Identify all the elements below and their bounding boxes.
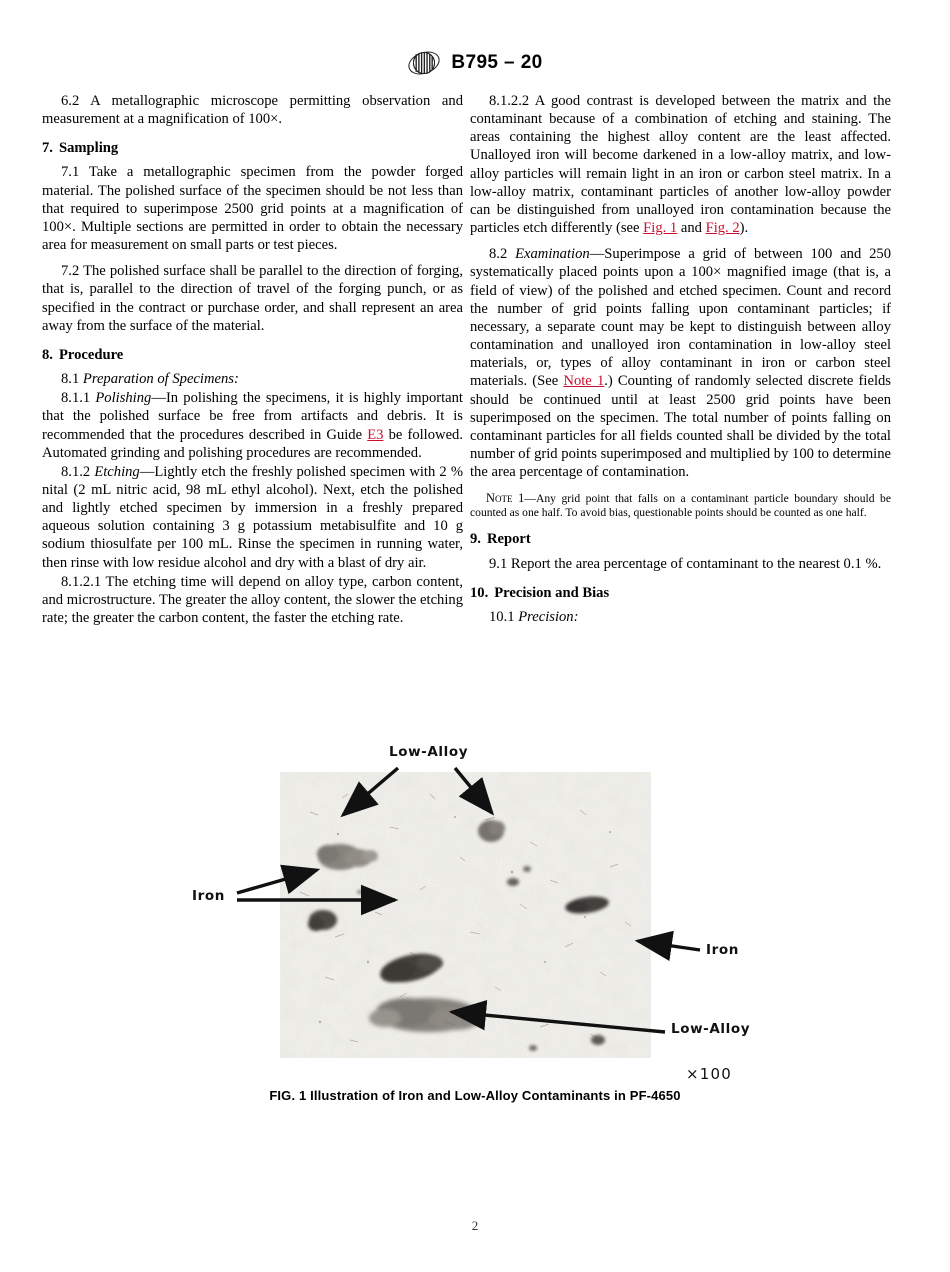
paragraph-8-1 bbox=[42, 370, 463, 388]
link-fig-1[interactable]: Fig. 1 bbox=[643, 220, 678, 237]
section-title-7: Sampling bbox=[58, 140, 119, 157]
subsection-number-8-1-1: 8.1.1 bbox=[61, 390, 91, 407]
paragraph-8-2-text-a: —Superimpose a grid of between 100 and 250 systematically placed points upon a 100× magnified image (that is, a field of view) of the polished and etched specimen. Count and record the number of grid points falling upon contaminant particles; if necessary, a separate count may be kept to distinguish between alloy contamination and unalloyed iron contamination in low-alloy steel materials, or, types of alloy contaminant in iron or carbon steel materials. (See bbox=[470, 246, 891, 390]
section-number-8: 8. bbox=[42, 346, 53, 363]
figure-label-iron-left: Iron bbox=[192, 888, 225, 904]
figure-label-low-alloy-bottom-right: Low-Alloy bbox=[671, 1021, 751, 1037]
subsection-number-8-1: 8.1 bbox=[61, 371, 80, 388]
figure-caption: FIG. 1 Illustration of Iron and Low-Alloy Contaminants in PF-4650 bbox=[269, 1088, 681, 1103]
subsection-title-8-1-1: Polishing bbox=[95, 390, 152, 407]
paragraph-7-1: 7.1 Take a metallographic specimen from the powder forged material. The polished surface of the specimen should be not less than that required to superimpose 2500 grid points at a magnification of 100×. Multiple sections are permitted in order to obtain the necessary area for measurement on small parts or test pieces. bbox=[42, 164, 463, 254]
paragraph-9-1: 9.1 Report the area percentage of contaminant to the nearest 0.1 %. bbox=[489, 555, 882, 572]
subsection-title-8-2: Examination bbox=[515, 246, 590, 263]
note-1-block bbox=[470, 492, 891, 519]
note-1-label: Note 1 bbox=[486, 491, 525, 506]
figure-label-iron-right: Iron bbox=[706, 942, 739, 958]
paragraph-8-1-1-text-a: —In polishing the specimens, it is highly important that the polished surface be free from artifacts and debris. It is recommended that the procedures described in Guide bbox=[42, 390, 463, 443]
section-title-8: Procedure bbox=[58, 346, 124, 363]
section-heading-7 bbox=[42, 139, 463, 157]
subsection-title-8-1: Preparation of Specimens: bbox=[82, 371, 239, 388]
link-fig-2[interactable]: Fig. 2 bbox=[705, 220, 740, 237]
subsection-number-8-1-2: 8.1.2 bbox=[61, 463, 91, 480]
subsection-title-8-1-2: Etching bbox=[94, 463, 140, 480]
paragraph-8-1-2-2-mid: and bbox=[677, 220, 706, 237]
micrograph-image bbox=[280, 772, 651, 1058]
paragraph-8-1-2 bbox=[42, 463, 463, 572]
section-title-10: Precision and Bias bbox=[494, 584, 610, 601]
paragraph-10-1 bbox=[470, 608, 891, 626]
paragraph-6-2: 6.2 A metallographic microscope permitting observation and measurement at a magnification of 100×. bbox=[42, 93, 463, 128]
section-heading-9 bbox=[470, 530, 891, 548]
section-number-10: 10. bbox=[470, 584, 489, 601]
page-number: 2 bbox=[471, 1218, 479, 1233]
paragraph-8-1-2-2 bbox=[470, 92, 891, 237]
section-heading-8 bbox=[42, 346, 463, 364]
right-column bbox=[470, 92, 891, 626]
paragraph-8-1-2-1: 8.1.2.1 The etching time will depend on alloy type, carbon content, and microstructure. The greater the alloy content, the slower the etching rate; the greater the carbon content, the faster the etching rate. bbox=[42, 573, 463, 627]
paragraph-8-1-2-2-text-a: 8.1.2.2 A good contrast is developed between the matrix and the contaminant because of a combination of etching and staining. The areas containing the highest alloy content are the least affected. Unalloyed iron will become darkened in a low-alloy matrix, and low-alloy particles will remain light in an iron or carbon steel matrix. In a low-alloy matrix, contaminant particles of another low-alloy powder can be distinguished from unalloyed iron contamination because the particles etch differently (see bbox=[470, 93, 891, 237]
paragraph-8-1-2-text: —Lightly etch the freshly polished specimen with 2 % nital (2 mL nitric acid, 98 mL ethyl alcohol). Next, etch the polished and lightly etched specimen by immersion in a freshly prepared aqueous solution containing 3 g potassium metabisulfite and 10 g sodium thiosulfate per 100 mL. Rinse the specimen in running water, then rinse with low residue alcohol and dry with a blast of dry air. bbox=[42, 463, 463, 571]
paragraph-8-1-1-text-b: be followed. Automated grinding and polishing procedures are recommended. bbox=[42, 426, 463, 461]
paragraph-8-1-2-2-text-b: ). bbox=[739, 220, 749, 237]
figure-label-low-alloy-top: Low-Alloy bbox=[389, 744, 469, 760]
section-number-7: 7. bbox=[42, 140, 53, 157]
standard-designation: B795 – 20 bbox=[451, 52, 543, 73]
note-1-body: —Any grid point that falls on a contaminant particle boundary should be counted as one half. To avoid bias, questionable points should be counted as one half. bbox=[470, 492, 891, 519]
paragraph-8-2-text-b: .) Counting of randomly selected discrete fields should be continued until at least 2500 grid points have been superimposed on the specimen. The total number of points falling on contaminant particles for all fields counted shall be divided by the total number of grid points superimposed and multiplied by 100 to determine the area percentage of contamination. bbox=[470, 373, 891, 481]
figure-magnification-label: ×100 bbox=[686, 1065, 732, 1083]
paragraph-8-1-1 bbox=[42, 389, 463, 462]
subsection-number-10-1: 10.1 bbox=[489, 608, 515, 625]
section-number-9: 9. bbox=[470, 531, 481, 548]
subsection-number-8-2: 8.2 bbox=[489, 246, 508, 263]
section-title-9: Report bbox=[486, 531, 531, 548]
link-guide-e3[interactable]: E3 bbox=[367, 426, 384, 443]
left-column bbox=[42, 92, 463, 627]
section-heading-10 bbox=[470, 584, 891, 602]
subsection-title-10-1: Precision: bbox=[518, 608, 579, 625]
link-note-1[interactable]: Note 1 bbox=[563, 373, 605, 390]
paragraph-8-2 bbox=[470, 245, 891, 481]
astm-logo-icon bbox=[407, 46, 441, 80]
page-header bbox=[0, 46, 950, 80]
paragraph-7-2: 7.2 The polished surface shall be parallel to the direction of forging, that is, parallel to the direction of travel of the forging punch, or as specified in the contract or purchase order, and shall represent an area away from the surface of the material. bbox=[42, 263, 463, 334]
